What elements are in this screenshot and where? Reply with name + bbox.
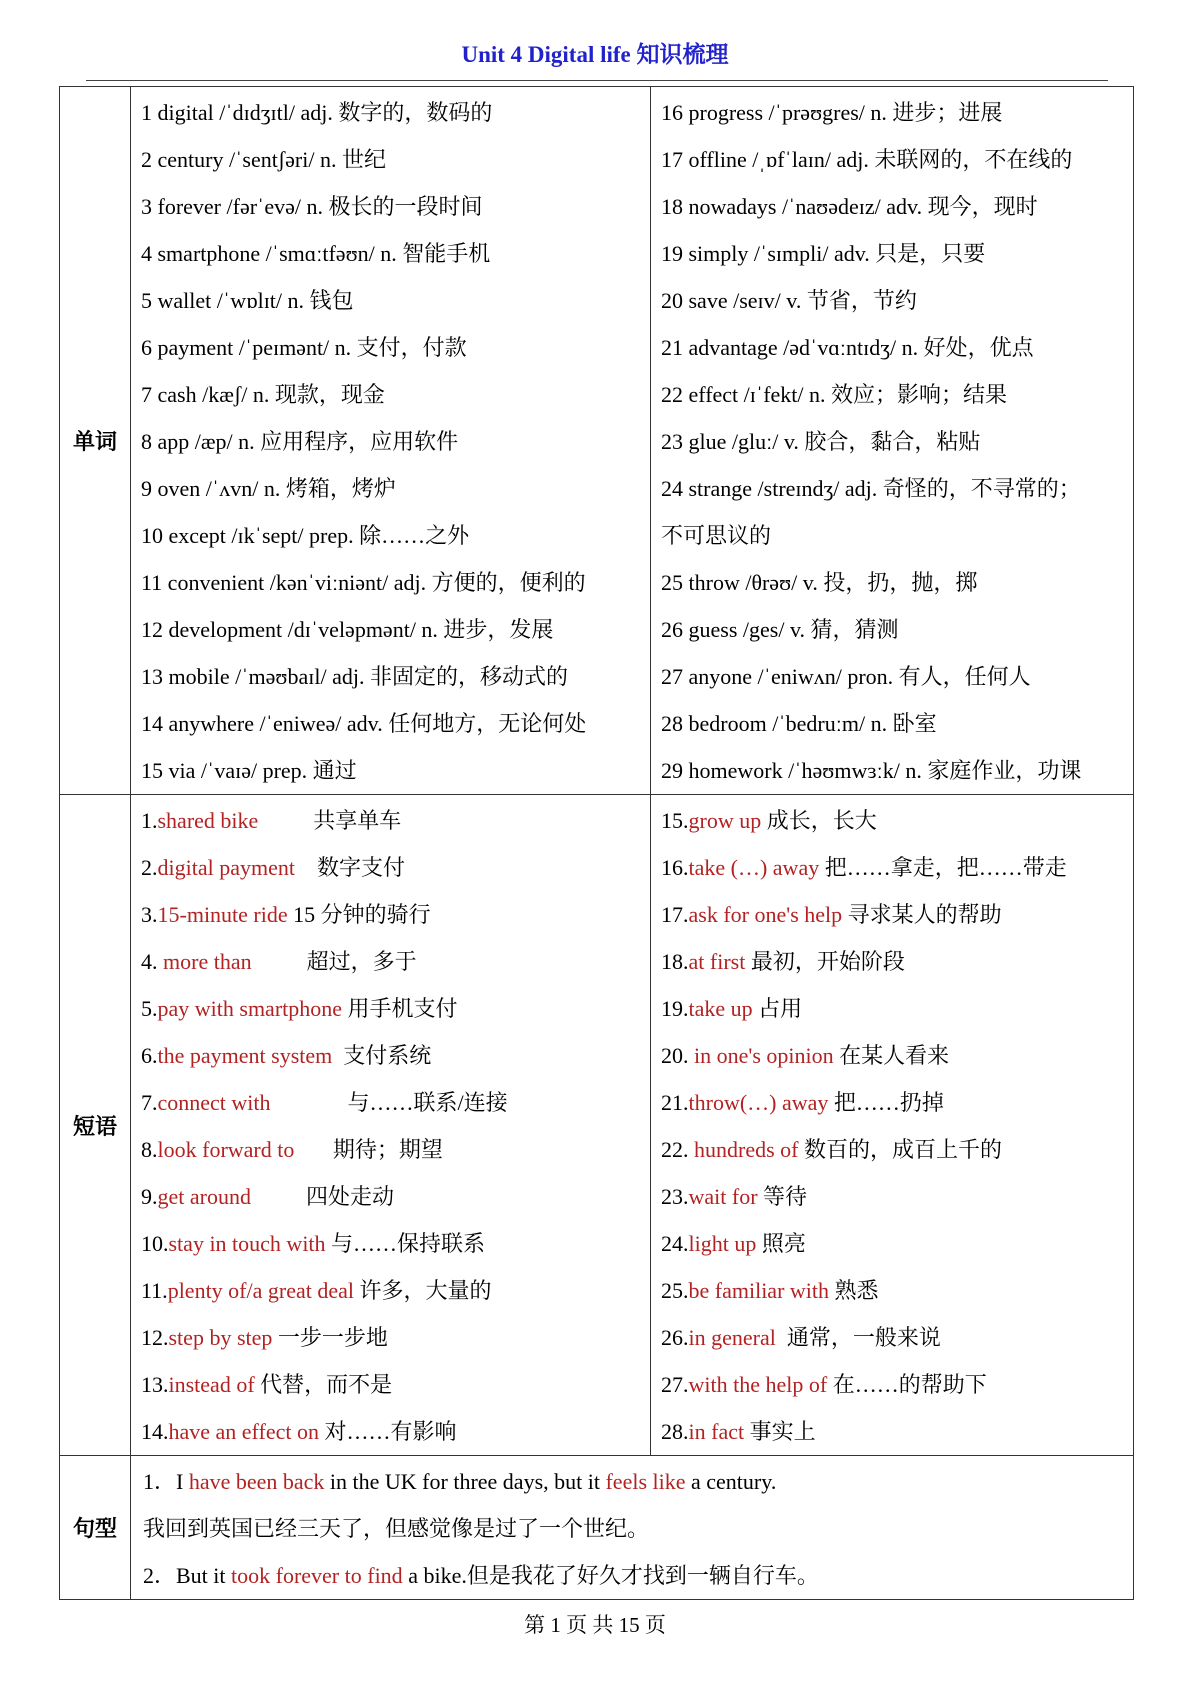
phrase-english: with the help of	[688, 1372, 828, 1397]
phrase-chinese: 最初，开始阶段	[750, 949, 905, 974]
phrase-number: 23.	[661, 1184, 689, 1209]
phrase-number: 13.	[141, 1372, 169, 1397]
phrase-entry	[651, 1032, 1133, 1079]
sentences-cell	[131, 1456, 1134, 1600]
phrase-number: 26.	[661, 1325, 689, 1350]
phrase-entry	[131, 938, 650, 985]
phrase-entry	[131, 1173, 650, 1220]
phrases-category-label: 短语	[60, 795, 131, 1456]
sentence-2	[131, 1552, 1133, 1599]
phrase-number: 21.	[661, 1090, 689, 1115]
phrase-english: hundreds of	[694, 1137, 799, 1162]
phrases-right-column	[651, 795, 1134, 1456]
sentence-text: a century.	[685, 1469, 777, 1494]
phrase-chinese: 照亮	[761, 1231, 806, 1256]
phrase-number: 18.	[661, 949, 689, 974]
words-category-label: 单词	[60, 87, 131, 795]
word-entry: 2 century /ˈsentʃəri/ n. 世纪	[141, 147, 386, 172]
phrase-chinese: 对……有影响	[324, 1419, 457, 1444]
sentence-1	[131, 1458, 1133, 1505]
phrase-chinese: 通常，一般来说	[786, 1325, 941, 1350]
phrase-number: 9.	[141, 1184, 158, 1209]
phrase-chinese: 共享单车	[313, 808, 402, 833]
phrase-chinese: 数百的，成百上千的	[803, 1137, 1002, 1162]
phrase-english: in general	[688, 1325, 776, 1350]
phrase-number: 6.	[141, 1043, 158, 1068]
phrase-gap	[332, 1043, 343, 1068]
phrase-entry	[651, 844, 1133, 891]
phrase-chinese: 在……的帮助下	[832, 1372, 987, 1397]
phrase-chinese: 代替，而不是	[260, 1372, 393, 1397]
phrase-number: 27.	[661, 1372, 689, 1397]
word-entry: 14 anywhere /ˈeniweə/ adv. 任何地方，无论何处	[141, 711, 587, 736]
phrase-number: 15.	[661, 808, 689, 833]
phrase-chinese: 用手机支付	[347, 996, 458, 1021]
word-entry: 6 payment /ˈpeɪmənt/ n. 支付，付款	[141, 335, 467, 360]
sentences-category-label: 句型	[60, 1456, 131, 1600]
phrase-entry	[131, 1267, 650, 1314]
word-entry: 18 nowadays /ˈnaʊədeɪz/ adv. 现今，现时	[661, 194, 1038, 219]
sentence-1-translation: 我回到英国已经三天了，但感觉像是过了一个世纪。	[143, 1516, 650, 1541]
page-footer: 第 1 页 共 15 页	[524, 1613, 666, 1637]
phrase-entry	[131, 797, 650, 844]
phrase-entry	[131, 1220, 650, 1267]
phrase-number: 11.	[141, 1278, 168, 1303]
phrase-number: 2.	[141, 855, 158, 880]
phrase-english: look forward to	[157, 1137, 295, 1162]
words-section	[60, 87, 1134, 795]
phrase-entry	[651, 797, 1133, 844]
sentences-section	[60, 1456, 1134, 1600]
word-entry: 12 development /dɪˈveləpmənt/ n. 进步，发展	[141, 617, 554, 642]
phrase-number: 4.	[141, 949, 163, 974]
phrase-english: throw(…) away	[688, 1090, 829, 1115]
phrase-english: at first	[688, 949, 746, 974]
word-entry: 26 guess /ges/ v. 猜，猜测	[661, 617, 899, 642]
phrase-number: 17.	[661, 902, 689, 927]
phrase-english: connect with	[157, 1090, 271, 1115]
word-entry: 23 glue /gluː/ v. 胶合，黏合，粘贴	[661, 429, 981, 454]
sentence-text: in the UK for three days, but it	[324, 1469, 606, 1494]
sentence-key-phrase: feels like	[605, 1469, 686, 1494]
sentence-key-phrase: took forever to find	[231, 1563, 403, 1588]
phrase-number: 10.	[141, 1231, 169, 1256]
word-entry: 24 strange /streɪndʒ/ adj. 奇怪的，不寻常的；	[661, 476, 1081, 501]
phrase-chinese: 期待；期望	[332, 1137, 443, 1162]
phrase-entry	[651, 1220, 1133, 1267]
phrase-entry	[131, 891, 650, 938]
phrases-left-column	[131, 795, 651, 1456]
phrase-entry	[131, 1361, 650, 1408]
phrase-entry	[651, 1314, 1133, 1361]
phrase-number: 25.	[661, 1278, 689, 1303]
word-entry: 20 save /seɪv/ v. 节省，节约	[661, 288, 917, 313]
document-title: Unit 4 Digital life 知识梳理	[461, 42, 729, 67]
phrase-number: 3.	[141, 902, 158, 927]
phrase-number: 12.	[141, 1325, 169, 1350]
phrase-gap	[294, 1137, 333, 1162]
phrase-gap	[271, 1090, 348, 1115]
phrase-english: more than	[163, 949, 252, 974]
phrase-number: 7.	[141, 1090, 158, 1115]
phrase-number: 19.	[661, 996, 689, 1021]
phrase-entry	[651, 1361, 1133, 1408]
word-entry: 不可思议的	[661, 523, 772, 548]
phrase-english: take up	[688, 996, 753, 1021]
word-entry: 8 app /æp/ n. 应用程序，应用软件	[141, 429, 459, 454]
word-entry: 17 offline /ˌɒfˈlaɪn/ adj. 未联网的，不在线的	[661, 147, 1073, 172]
sentence-text: a bike.但是我花了好久才找到一辆自行车。	[402, 1563, 819, 1588]
phrase-chinese: 事实上	[749, 1419, 816, 1444]
phrase-entry	[651, 1126, 1133, 1173]
phrase-entry	[131, 844, 650, 891]
phrase-chinese: 数字支付	[316, 855, 405, 880]
word-entry: 4 smartphone /ˈsmɑːtfəʊn/ n. 智能手机	[141, 241, 491, 266]
phrase-entry	[131, 1408, 650, 1455]
phrase-chinese: 一步一步地	[277, 1325, 388, 1350]
phrase-chinese: 与……保持联系	[331, 1231, 486, 1256]
phrase-english: the payment system	[157, 1043, 333, 1068]
sentence-text: 1．I	[143, 1469, 189, 1494]
phrase-chinese: 把……拿走，把……带走	[824, 855, 1067, 880]
phrase-number: 8.	[141, 1137, 158, 1162]
phrase-chinese: 熟悉	[834, 1278, 879, 1303]
phrase-entry	[131, 1126, 650, 1173]
phrase-english: 15-minute ride	[157, 902, 288, 927]
phrase-english: have an effect on	[168, 1419, 319, 1444]
word-entry: 3 forever /fərˈevə/ n. 极长的一段时间	[141, 194, 483, 219]
word-entry: 7 cash /kæʃ/ n. 现款，现金	[141, 382, 385, 407]
phrase-english: digital payment	[157, 855, 295, 880]
phrase-english: ask for one's help	[688, 902, 843, 927]
word-entry: 1 digital /ˈdɪdʒɪtl/ adj. 数字的，数码的	[141, 100, 493, 125]
phrase-english: plenty of/a great deal	[167, 1278, 354, 1303]
phrase-english: instead of	[168, 1372, 255, 1397]
phrase-chinese: 四处走动	[305, 1184, 394, 1209]
phrase-english: stay in touch with	[168, 1231, 326, 1256]
phrase-number: 28.	[661, 1419, 689, 1444]
phrase-entry	[651, 938, 1133, 985]
word-entry: 21 advantage /ədˈvɑːntɪdʒ/ n. 好处，优点	[661, 335, 1034, 360]
phrase-gap	[295, 855, 317, 880]
phrase-entry	[131, 1079, 650, 1126]
word-entry: 13 mobile /ˈməʊbaɪl/ adj. 非固定的，移动式的	[141, 664, 568, 689]
phrase-number: 5.	[141, 996, 158, 1021]
phrase-english: pay with smartphone	[157, 996, 343, 1021]
phrase-gap	[251, 1184, 306, 1209]
phrase-entry	[651, 1267, 1133, 1314]
word-entry: 16 progress /ˈprəʊgres/ n. 进步；进展	[661, 100, 1003, 125]
phrase-chinese: 支付系统	[343, 1043, 432, 1068]
phrases-section	[60, 795, 1134, 1456]
phrase-gap	[252, 949, 307, 974]
phrase-chinese: 15 分钟的骑行	[293, 902, 431, 927]
phrase-english: grow up	[688, 808, 762, 833]
word-entry: 29 homework /ˈhəʊmwɜːk/ n. 家庭作业，功课	[661, 758, 1082, 783]
phrase-english: light up	[688, 1231, 757, 1256]
phrase-entry	[651, 1408, 1133, 1455]
phrase-english: be familiar with	[688, 1278, 830, 1303]
word-entry: 25 throw /θrəʊ/ v. 投，扔，抛，掷	[661, 570, 978, 595]
phrase-english: step by step	[168, 1325, 273, 1350]
knowledge-table	[59, 86, 1134, 1600]
words-left-column	[131, 87, 651, 795]
phrase-english: wait for	[688, 1184, 758, 1209]
word-entry: 11 convenient /kənˈviːniənt/ adj. 方便的，便利的	[141, 570, 586, 595]
phrase-entry	[131, 1032, 650, 1079]
phrase-chinese: 超过，多于	[306, 949, 417, 974]
phrase-chinese: 与……联系/连接	[347, 1090, 508, 1115]
phrase-chinese: 许多，大量的	[359, 1278, 492, 1303]
phrase-english: take (…) away	[688, 855, 820, 880]
phrase-gap	[258, 808, 313, 833]
phrase-entry	[131, 985, 650, 1032]
word-entry: 9 oven /ˈʌvn/ n. 烤箱，烤炉	[141, 476, 396, 501]
phrase-number: 1.	[141, 808, 158, 833]
phrase-chinese: 等待	[763, 1184, 808, 1209]
sentence-key-phrase: have been back	[188, 1469, 325, 1494]
phrase-english: get around	[157, 1184, 251, 1209]
phrase-number: 20.	[661, 1043, 694, 1068]
words-right-column	[651, 87, 1134, 795]
phrase-english: in fact	[688, 1419, 745, 1444]
phrase-chinese: 占用	[758, 996, 803, 1021]
word-entry: 10 except /ɪkˈsept/ prep. 除……之外	[141, 523, 470, 548]
phrase-english: in one's opinion	[694, 1043, 834, 1068]
title-divider	[86, 80, 1108, 81]
phrase-gap	[776, 1325, 787, 1350]
sentence-text: 2．But it	[143, 1563, 232, 1588]
phrase-chinese: 把……扔掉	[833, 1090, 944, 1115]
phrase-entry	[651, 1079, 1133, 1126]
phrase-number: 16.	[661, 855, 689, 880]
word-entry: 27 anyone /ˈeniwʌn/ pron. 有人，任何人	[661, 664, 1031, 689]
phrase-entry	[651, 891, 1133, 938]
word-entry: 19 simply /ˈsɪmpli/ adv. 只是，只要	[661, 241, 986, 266]
word-entry: 5 wallet /ˈwɒlɪt/ n. 钱包	[141, 288, 354, 313]
phrase-number: 24.	[661, 1231, 689, 1256]
word-entry: 28 bedroom /ˈbedruːm/ n. 卧室	[661, 711, 937, 736]
word-entry: 22 effect /ɪˈfekt/ n. 效应；影响；结果	[661, 382, 1008, 407]
word-entry: 15 via /ˈvaɪə/ prep. 通过	[141, 758, 357, 783]
phrase-chinese: 寻求某人的帮助	[847, 902, 1002, 927]
phrase-chinese: 成长，长大	[766, 808, 877, 833]
phrase-entry	[651, 985, 1133, 1032]
phrase-english: shared bike	[157, 808, 259, 833]
phrase-number: 22.	[661, 1137, 694, 1162]
phrase-entry	[131, 1314, 650, 1361]
phrase-number: 14.	[141, 1419, 169, 1444]
phrase-chinese: 在某人看来	[839, 1043, 950, 1068]
phrase-entry	[651, 1173, 1133, 1220]
